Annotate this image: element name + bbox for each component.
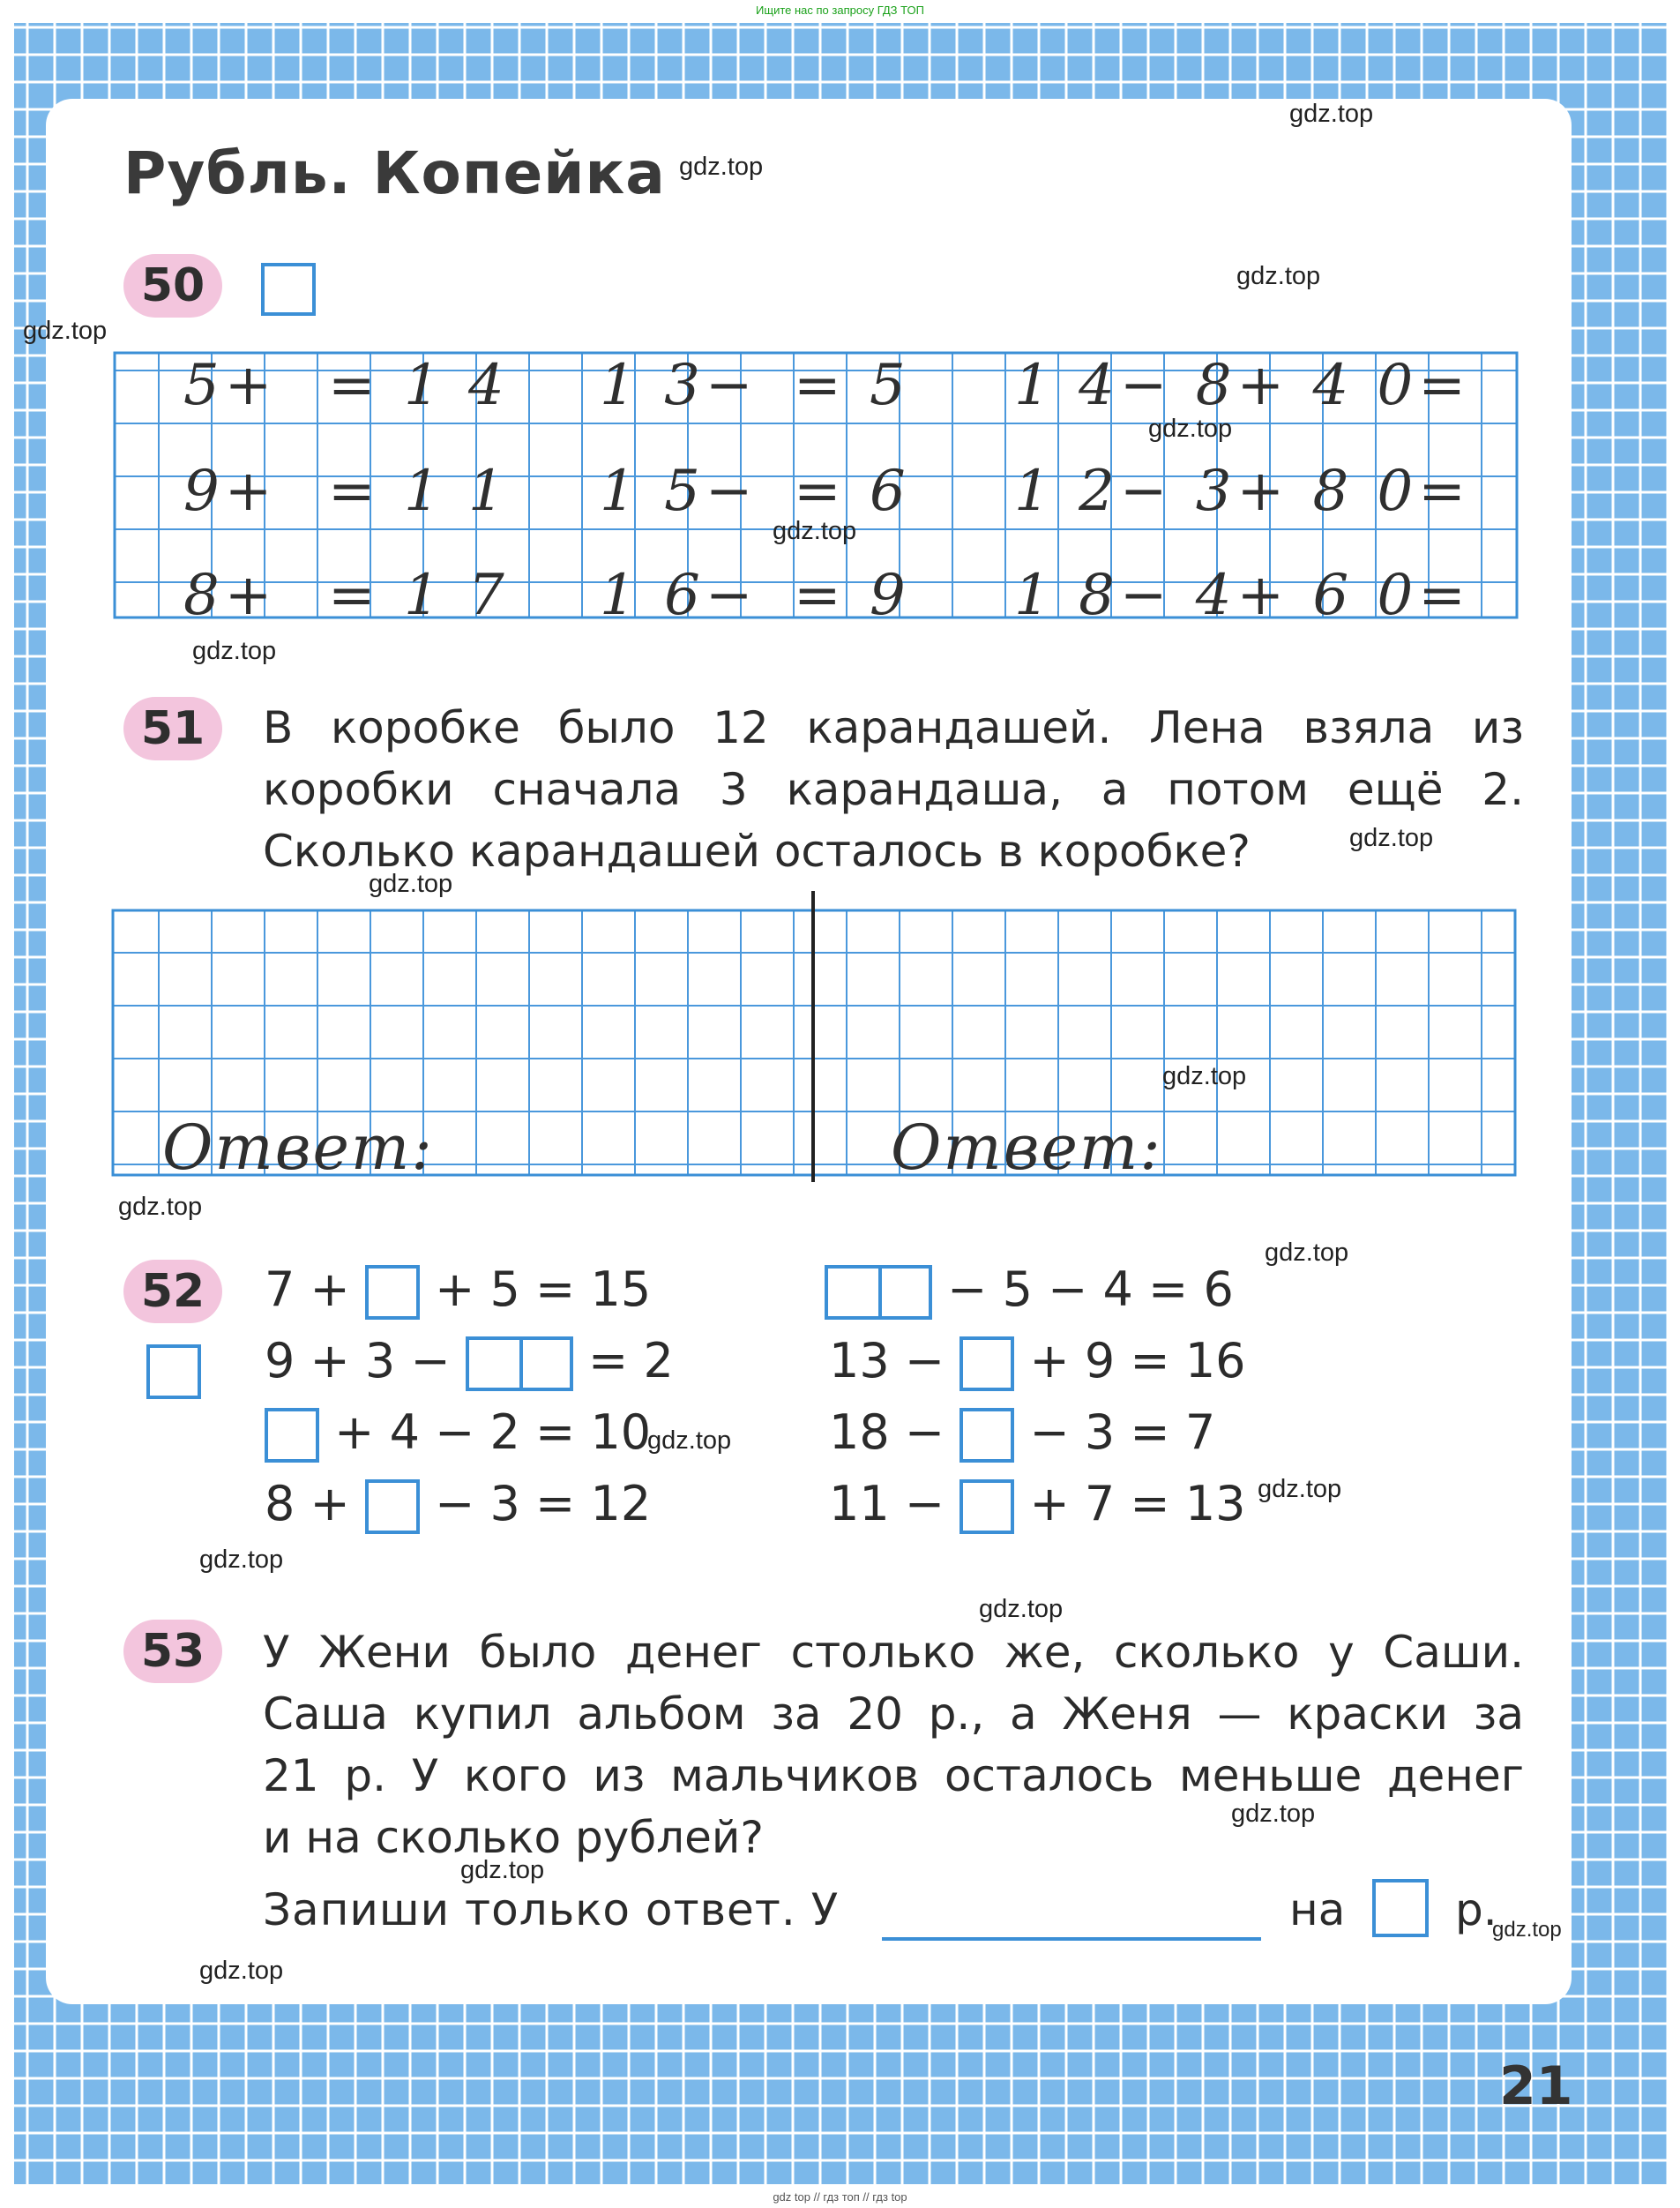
eq-suffix: + 5 = 15: [435, 1261, 652, 1317]
watermark: gdz.top: [773, 517, 857, 545]
eq-prefix: 9 + 3 −: [265, 1333, 451, 1388]
bottom-note: gdz top // гдз топ // гдз top: [773, 2190, 907, 2204]
answer-box[interactable]: [365, 1265, 420, 1320]
eq-prefix: 18 −: [829, 1404, 945, 1460]
top-search-note: Ищите нас по запросу ГДЗ ТОП: [756, 4, 924, 17]
eq-suffix: + 4 − 2 = 10: [334, 1404, 652, 1460]
ex52-left-eq-4: [265, 1476, 651, 1534]
ex51-text-line-3: Сколько карандашей осталось в коробке?: [263, 826, 1251, 877]
ex50-cell-d: = 9: [794, 563, 911, 628]
watermark: gdz.top: [460, 1856, 545, 1884]
watermark: gdz.top: [979, 1595, 1064, 1623]
page-number: 21: [1499, 2055, 1573, 2117]
watermark: gdz.top: [1148, 415, 1233, 443]
watermark: gdz.top: [679, 153, 764, 181]
eq-suffix: − 3 = 12: [435, 1476, 652, 1531]
ex50-cell-a: 9+: [183, 459, 278, 524]
ex50-cell-b: = 1 7: [328, 563, 510, 628]
watermark: gdz.top: [647, 1426, 732, 1455]
ex50-cell-c: 1 6−: [600, 563, 758, 628]
eq-suffix: − 5 − 4 = 6: [947, 1261, 1234, 1317]
answer-box[interactable]: [959, 1408, 1014, 1463]
ex50-cell-d: = 6: [794, 459, 911, 524]
ex50-cell-a: 8+: [183, 563, 278, 628]
ex52-left-eq-2: [265, 1333, 674, 1391]
ex50-cell-b: = 1 1: [328, 459, 510, 524]
watermark: gdz.top: [1162, 1062, 1247, 1090]
ex53-on-label: на: [1289, 1884, 1346, 1935]
watermark: gdz.top: [199, 1957, 284, 1985]
ex53-rub-label: р.: [1455, 1884, 1497, 1935]
ex50-cell-c: 1 5−: [600, 459, 758, 524]
eq-suffix: + 9 = 16: [1029, 1333, 1246, 1388]
ex52-left-eq-3: [265, 1404, 651, 1463]
ex52-left-eq-1: [265, 1261, 651, 1320]
ex52-right-eq-2: [829, 1333, 1246, 1391]
ex51-answer-label-left: Ответ:: [162, 1111, 434, 1184]
ex50-self-check-box[interactable]: [261, 263, 316, 316]
ex50-cell-e: 1 4− 8+ 4 0=: [1014, 353, 1471, 418]
eq-suffix: − 3 = 7: [1029, 1404, 1216, 1460]
ex50-cell-e: 1 8− 4+ 6 0=: [1014, 563, 1471, 628]
eq-prefix: 7 +: [265, 1261, 350, 1317]
ex52-right-eq-4: [829, 1476, 1246, 1534]
watermark: gdz.top: [1265, 1239, 1349, 1267]
watermark: gdz.top: [1289, 100, 1374, 128]
ex52-right-eq-3: [829, 1404, 1215, 1463]
ex53-answer-line[interactable]: [882, 1937, 1261, 1941]
answer-box[interactable]: [959, 1479, 1014, 1534]
page-title: Рубль. Копейка: [123, 139, 666, 207]
ex50-number-badge: 50: [123, 254, 222, 318]
answer-box-double[interactable]: [466, 1336, 573, 1391]
ex51-text-line-1: В коробке было 12 карандашей. Лена взяла из: [263, 702, 1524, 753]
ex52-self-check-box[interactable]: [146, 1344, 201, 1399]
ex53-prompt: Запиши только ответ. У: [263, 1884, 840, 1935]
answer-box[interactable]: [959, 1336, 1014, 1391]
ex53-text-line-2: Саша купил альбом за 20 р., а Женя — краски за: [263, 1688, 1524, 1740]
ex51-number-badge: 51: [123, 697, 222, 760]
ex53-text-line-4: и на сколько рублей?: [263, 1812, 764, 1863]
ex51-text-line-2: коробки сначала 3 карандаша, а потом ещё 2.: [263, 764, 1524, 815]
eq-suffix: + 7 = 13: [1029, 1476, 1246, 1531]
ex50-cell-a: 5+: [183, 353, 278, 418]
watermark: gdz.top: [192, 637, 277, 665]
ex50-cell-c: 1 3−: [600, 353, 758, 418]
ex51-answer-label-right: Ответ:: [891, 1111, 1162, 1184]
answer-box-double[interactable]: [825, 1265, 932, 1320]
watermark: gdz.top: [1236, 262, 1321, 290]
ex53-text-line-1: У Жени было денег столько же, сколько у Саши.: [263, 1627, 1524, 1678]
ex50-cell-e: 1 2− 3+ 8 0=: [1014, 459, 1471, 524]
ex53-number-badge: 53: [123, 1620, 222, 1683]
watermark: gdz.top: [369, 870, 453, 898]
ex52-right-eq-1: [825, 1261, 1234, 1320]
ex50-cell-b: = 1 4: [328, 353, 510, 418]
watermark: gdz.top: [1492, 1918, 1562, 1942]
watermark: gdz.top: [23, 317, 108, 345]
watermark: gdz.top: [1231, 1800, 1316, 1828]
eq-prefix: 8 +: [265, 1476, 350, 1531]
eq-prefix: 13 −: [829, 1333, 945, 1388]
ex53-answer-box[interactable]: [1372, 1879, 1429, 1937]
answer-box[interactable]: [265, 1408, 319, 1463]
ex50-cell-d: = 5: [794, 353, 911, 418]
watermark: gdz.top: [199, 1546, 284, 1574]
eq-suffix: = 2: [588, 1333, 674, 1388]
eq-prefix: 11 −: [829, 1476, 945, 1531]
answer-box[interactable]: [365, 1479, 420, 1534]
watermark: gdz.top: [1349, 824, 1434, 852]
watermark: gdz.top: [1258, 1475, 1342, 1503]
watermark: gdz.top: [118, 1193, 203, 1221]
ex52-number-badge: 52: [123, 1260, 222, 1323]
ex53-text-line-3: 21 р. У кого из мальчиков осталось меньше денег: [263, 1750, 1524, 1801]
